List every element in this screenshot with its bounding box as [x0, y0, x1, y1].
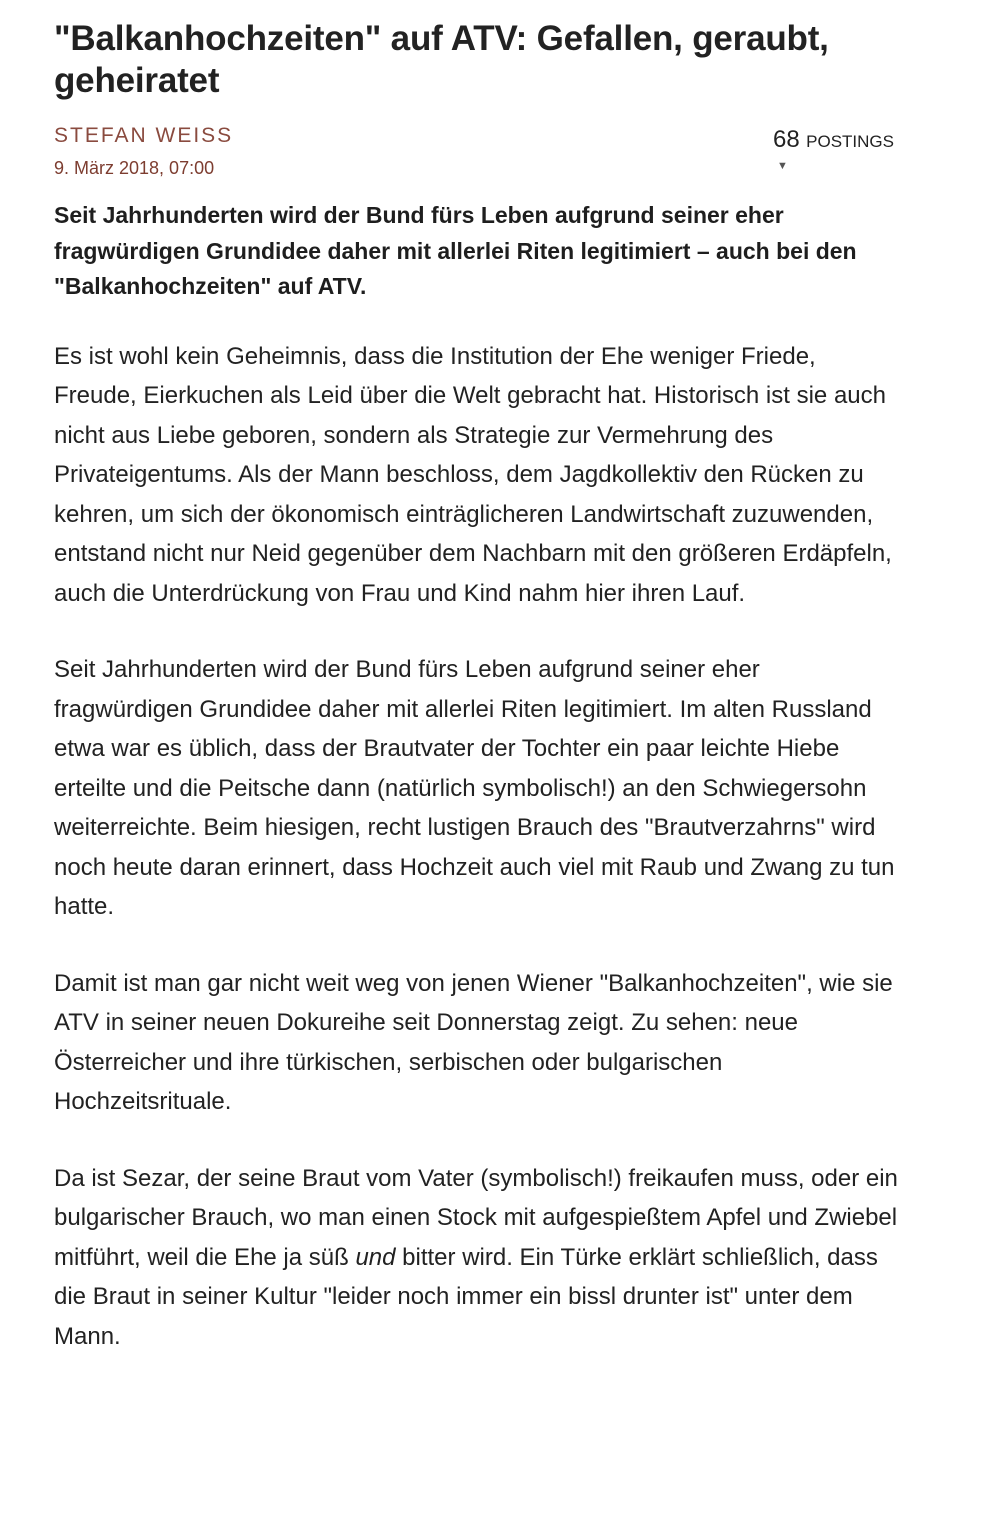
- paragraph-text: Da ist Sezar, der seine Braut vom Vater (symbolisch!) freikaufen muss, oder ein bulgarischer Brauch, wo man einen Stock mit aufgespießtem Apfel und Zwiebel mitführt, weil die Ehe ja süß: [54, 1164, 898, 1271]
- body-paragraph: Es ist wohl kein Geheimnis, dass die Institution der Ehe weniger Friede, Freude, Eierkuchen als Leid über die Welt gebracht hat. Historisch ist sie auch nicht aus Liebe geboren, sondern als Strategie zur Vermehrung des Privateigentums. Als der Mann beschloss, dem Jagdkollektiv den Rücken zu kehren, um sich der ökonomisch einträglicheren Landwirtschaft zuzuwenden, entstand nicht nur Neid gegenüber dem Nachbarn mit den größeren Erdäpfeln, auch die Unterdrückung von Frau und Kind nahm hier ihren Lauf.: [54, 342, 892, 607]
- article-lead: Seit Jahrhunderten wird der Bund fürs Leben aufgrund seiner eher fragwürdigen Grundidee daher mit allerlei Riten legitimiert – auch bei den "Balkanhochzeiten" auf ATV.: [54, 202, 857, 299]
- chevron-down-icon: ▼: [776, 160, 788, 172]
- author-name[interactable]: STEFAN WEISS: [54, 124, 234, 147]
- body-paragraph: [54, 1159, 904, 1357]
- article-meta: [54, 124, 904, 190]
- article: [54, 18, 904, 1356]
- paragraph-emphasis: und: [355, 1243, 396, 1271]
- body-paragraph: Seit Jahrhunderten wird der Bund fürs Leben aufgrund seiner eher fragwürdigen Grundidee daher mit allerlei Riten legitimiert. Im alten Russland etwa war es üblich, dass der Brautvater der Tochter ein paar leichte Hiebe erteilte und die Peitsche dann (natürlich symbolisch!) an den Schwiegersohn weiterreichte. Beim hiesigen, recht lustigen Brauch des "Brautverzahrns" wird noch heute daran erinnert, dass Hochzeit auch viel mit Raub und Zwang zu tun hatte.: [54, 656, 895, 920]
- body-paragraph: Damit ist man gar nicht weit weg von jenen Wiener "Balkanhochzeiten", wie sie ATV in seiner neuen Dokureihe seit Donnerstag zeigt. Zu sehen: neue Österreicher und ihre türkischen, serbischen oder bulgarischen Hochzeitsrituale.: [54, 969, 893, 1115]
- postings-link[interactable]: [772, 126, 894, 172]
- paragraph-text: bitter wird. Ein Türke erklärt schließlich, dass die Braut in seiner Kultur "leider noch immer ein bissl drunter ist" unter dem Mann.: [54, 1243, 878, 1350]
- postings-label: POSTINGS: [806, 132, 894, 151]
- postings-count: 68: [772, 126, 800, 153]
- article-headline: "Balkanhochzeiten" auf ATV: Gefallen, geraubt, geheiratet: [54, 19, 829, 100]
- publish-date: 9. März 2018, 07:00: [54, 158, 215, 178]
